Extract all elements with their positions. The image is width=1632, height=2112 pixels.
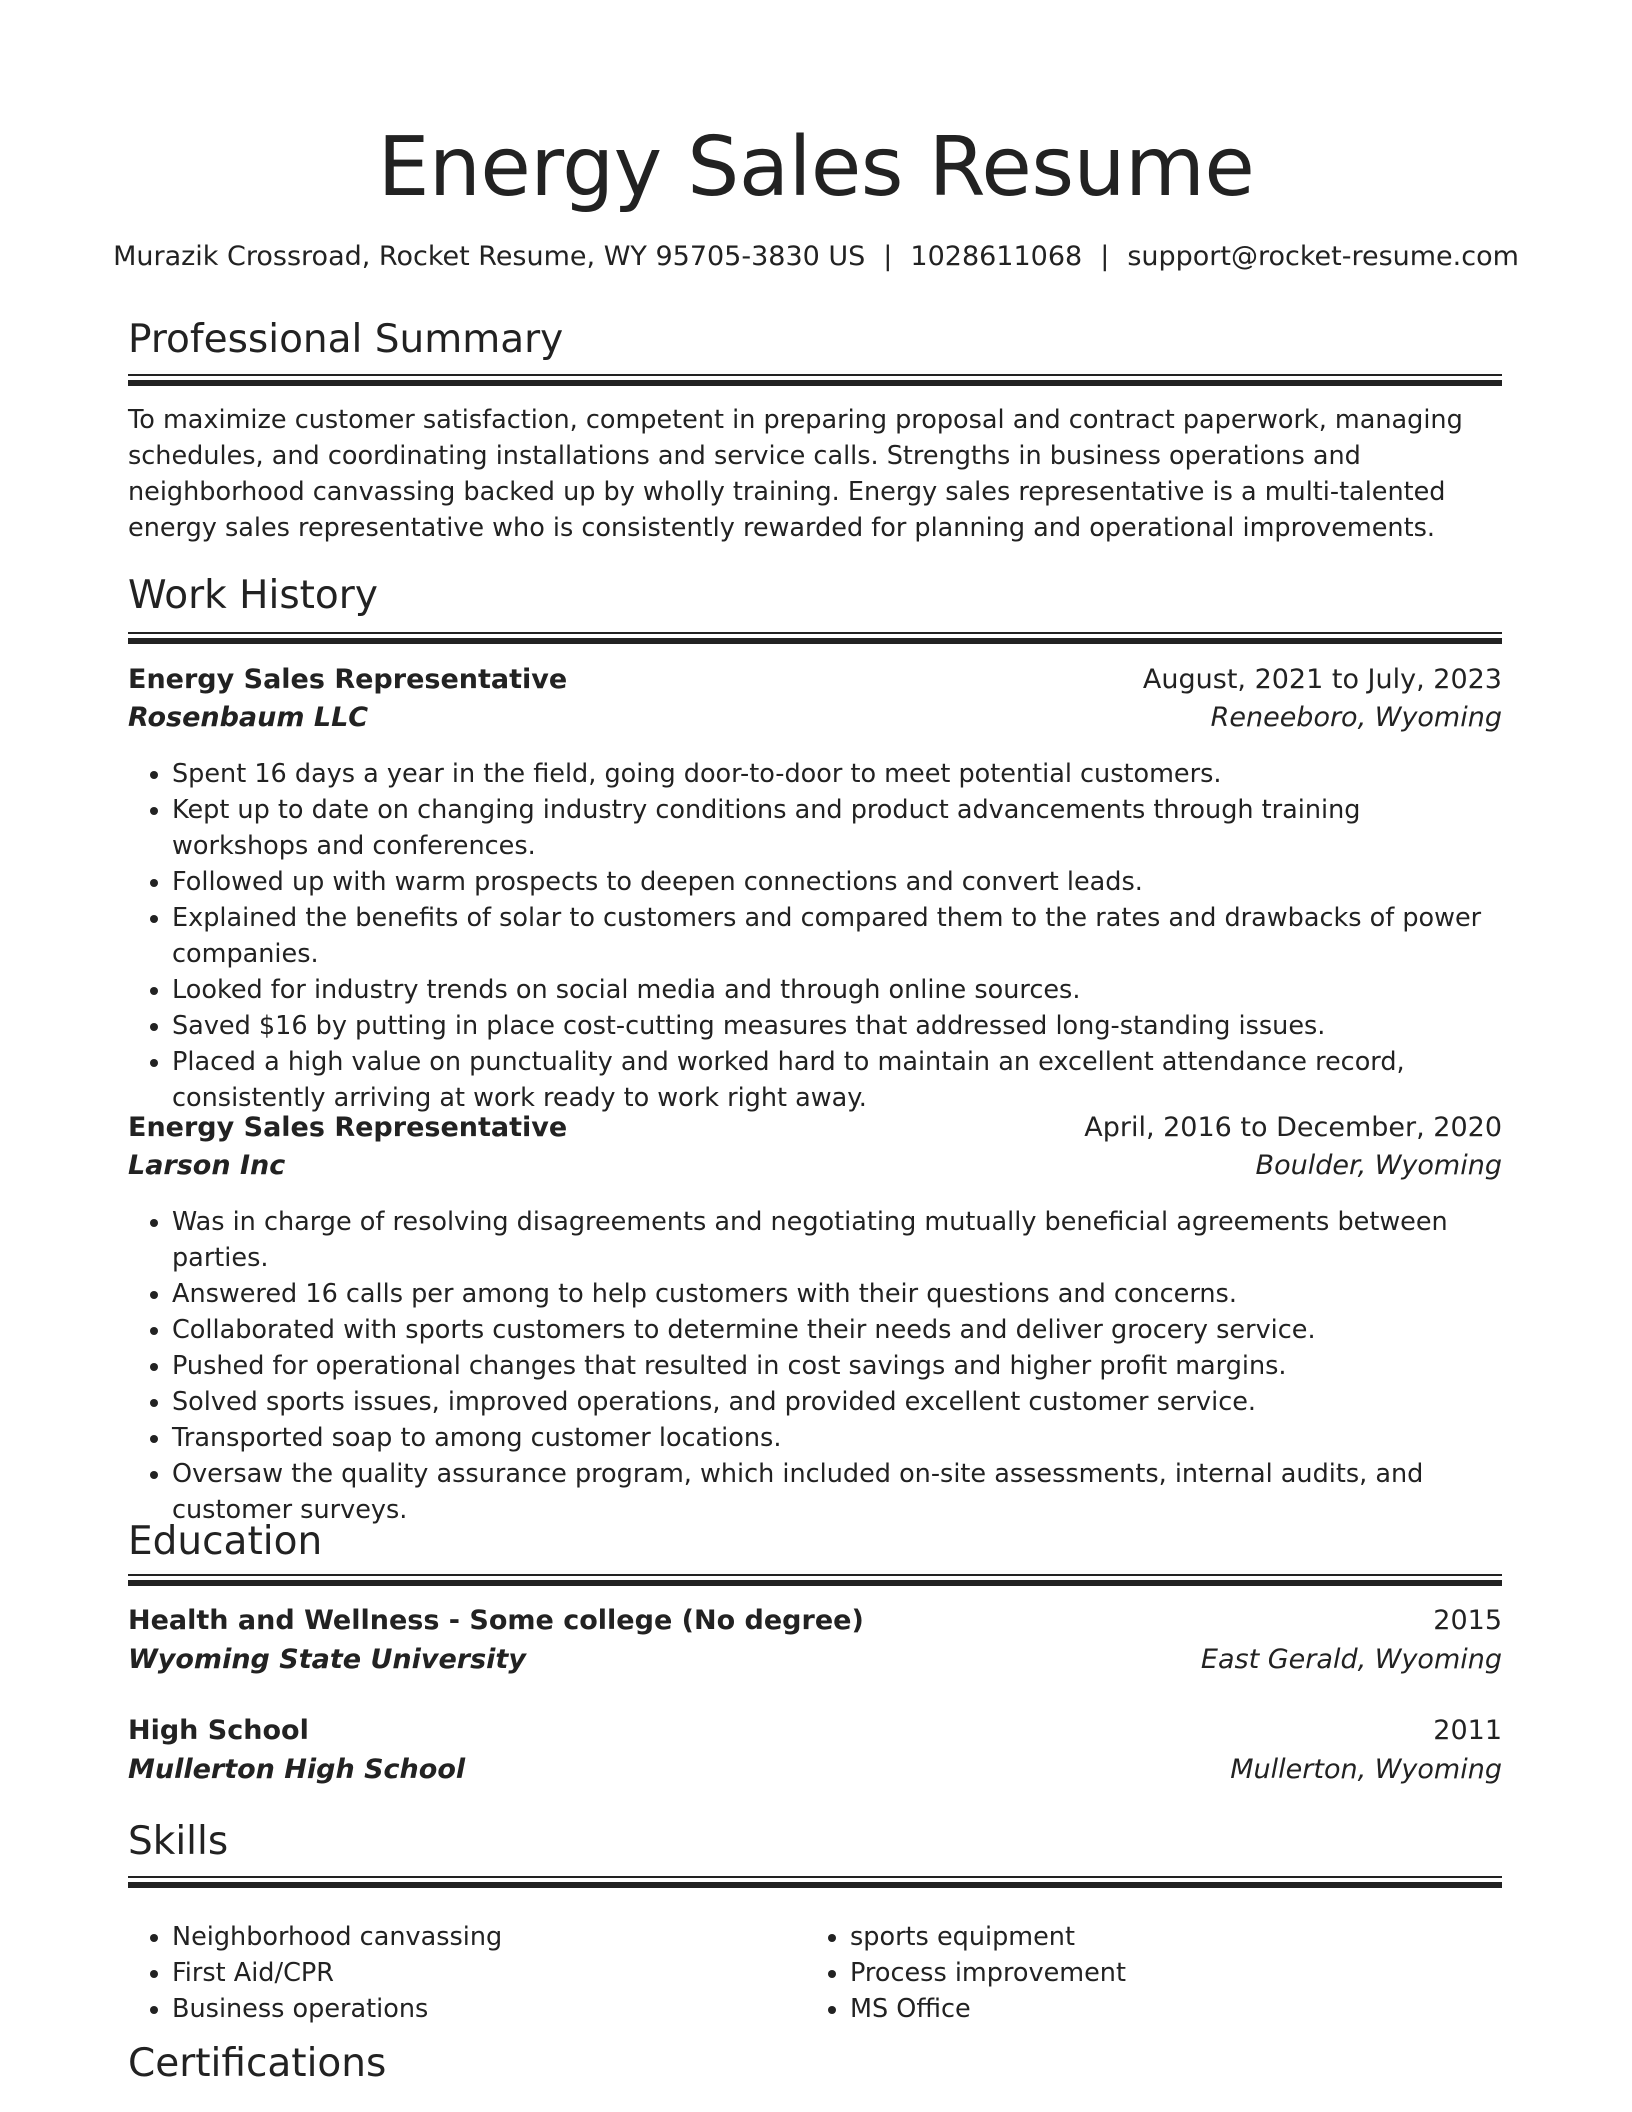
education-header — [128, 1602, 1502, 1640]
job-bullet: • Placed a high value on punctuality and worked hard to maintain an excellent attendance record, consistently arriving at work ready to work right away. — [172, 1044, 1502, 1116]
job-bullet: • Followed up with warm prospects to deepen connections and convert leads. — [172, 864, 1502, 900]
contact-separator: | — [1100, 241, 1110, 272]
section-heading-certifications: Certifications — [128, 2041, 387, 2086]
resume-name: Energy Sales Resume — [377, 120, 1255, 215]
job-bullet: • Spent 16 days a year in the field, going door-to-door to meet potential customers. — [172, 756, 1502, 792]
skill-item: • sports equipment — [850, 1919, 1446, 1955]
education-degree: Health and Wellness - Some college (No degree) — [128, 1605, 864, 1636]
job-bullet: • Pushed for operational changes that resulted in cost savings and higher profit margins. — [172, 1348, 1502, 1384]
job-bullet: • Explained the benefits of solar to customers and compared them to the rates and drawbacks of power companies. — [172, 900, 1502, 972]
job-bullet: • Was in charge of resolving disagreements and negotiating mutually beneficial agreements between parties. — [172, 1204, 1502, 1276]
job-bullet: • Oversaw the quality assurance program, which included on-site assessments, internal audits, and customer surveys. — [172, 1456, 1502, 1528]
education-subheader — [128, 1641, 1502, 1679]
job-bullets — [128, 756, 1502, 1116]
section-divider — [128, 1876, 1502, 1888]
job-dates: April, 2016 to December, 2020 — [1084, 1112, 1502, 1143]
skills-list-right — [806, 1919, 1446, 2027]
contact-phone: 1028611068 — [910, 241, 1083, 272]
contact-email: support@rocket-resume.com — [1127, 241, 1519, 272]
job-title: Energy Sales Representative — [128, 1112, 568, 1143]
job-title: Energy Sales Representative — [128, 664, 568, 695]
job-bullet: • Transported soap to among customer locations. — [172, 1420, 1502, 1456]
job-bullet: • Saved $16 by putting in place cost-cutting measures that addressed long-standing issues. — [172, 1008, 1502, 1044]
education-year: 2015 — [1433, 1605, 1502, 1636]
job-header — [128, 1109, 1502, 1147]
education-location: East Gerald, Wyoming — [1200, 1644, 1502, 1675]
summary-text: To maximize customer satisfaction, competent in preparing proposal and contract paperwork, managing schedules, and coordinating installations and service calls. Strengths in business operations and neighborhood canvassing backed up by wholly training. Energy sales representative is a multi-talented energy sales representative who is consistently rewarded for planning and operational improvements. — [128, 405, 1463, 543]
section-heading-education: Education — [128, 1519, 323, 1564]
education-school: Wyoming State University — [128, 1644, 526, 1675]
section-divider — [128, 1574, 1502, 1586]
contact-separator: | — [883, 241, 893, 272]
job-company: Rosenbaum LLC — [128, 702, 369, 733]
education-degree: High School — [128, 1715, 309, 1746]
education-year: 2011 — [1433, 1715, 1502, 1746]
skills-list-left — [128, 1919, 768, 2027]
education-location: Mullerton, Wyoming — [1230, 1754, 1502, 1785]
job-header — [128, 661, 1502, 699]
job-bullet: • Solved sports issues, improved operations, and provided excellent customer service. — [172, 1384, 1502, 1420]
job-bullet: • Collaborated with sports customers to determine their needs and deliver grocery service. — [172, 1312, 1502, 1348]
job-subheader — [128, 1147, 1502, 1185]
contact-address: Murazik Crossroad, Rocket Resume, WY 95705-3830 US — [113, 241, 866, 272]
job-dates: August, 2021 to July, 2023 — [1142, 664, 1502, 695]
skill-item: • MS Office — [850, 1991, 1446, 2027]
job-location: Reneeboro, Wyoming — [1210, 702, 1502, 733]
education-school: Mullerton High School — [128, 1754, 466, 1785]
skill-item: • Neighborhood canvassing — [172, 1919, 768, 1955]
section-heading-summary: Professional Summary — [128, 317, 564, 362]
job-bullet: • Answered 16 calls per among to help customers with their questions and concerns. — [172, 1276, 1502, 1312]
job-subheader — [128, 699, 1502, 737]
section-divider — [128, 632, 1502, 644]
skill-item: • Business operations — [172, 1991, 768, 2027]
skill-item: • First Aid/CPR — [172, 1955, 768, 1991]
education-subheader — [128, 1751, 1502, 1789]
skill-item: • Process improvement — [850, 1955, 1446, 1991]
job-bullets — [128, 1204, 1502, 1528]
job-bullet: • Kept up to date on changing industry conditions and product advancements through training workshops and conferences. — [172, 792, 1502, 864]
section-heading-work: Work History — [128, 573, 378, 618]
education-header — [128, 1712, 1502, 1750]
job-company: Larson Inc — [128, 1150, 286, 1181]
contact-line — [0, 240, 1632, 274]
section-divider — [128, 374, 1502, 386]
section-heading-skills: Skills — [128, 1819, 229, 1864]
job-location: Boulder, Wyoming — [1255, 1150, 1502, 1181]
job-bullet: • Looked for industry trends on social media and through online sources. — [172, 972, 1502, 1008]
